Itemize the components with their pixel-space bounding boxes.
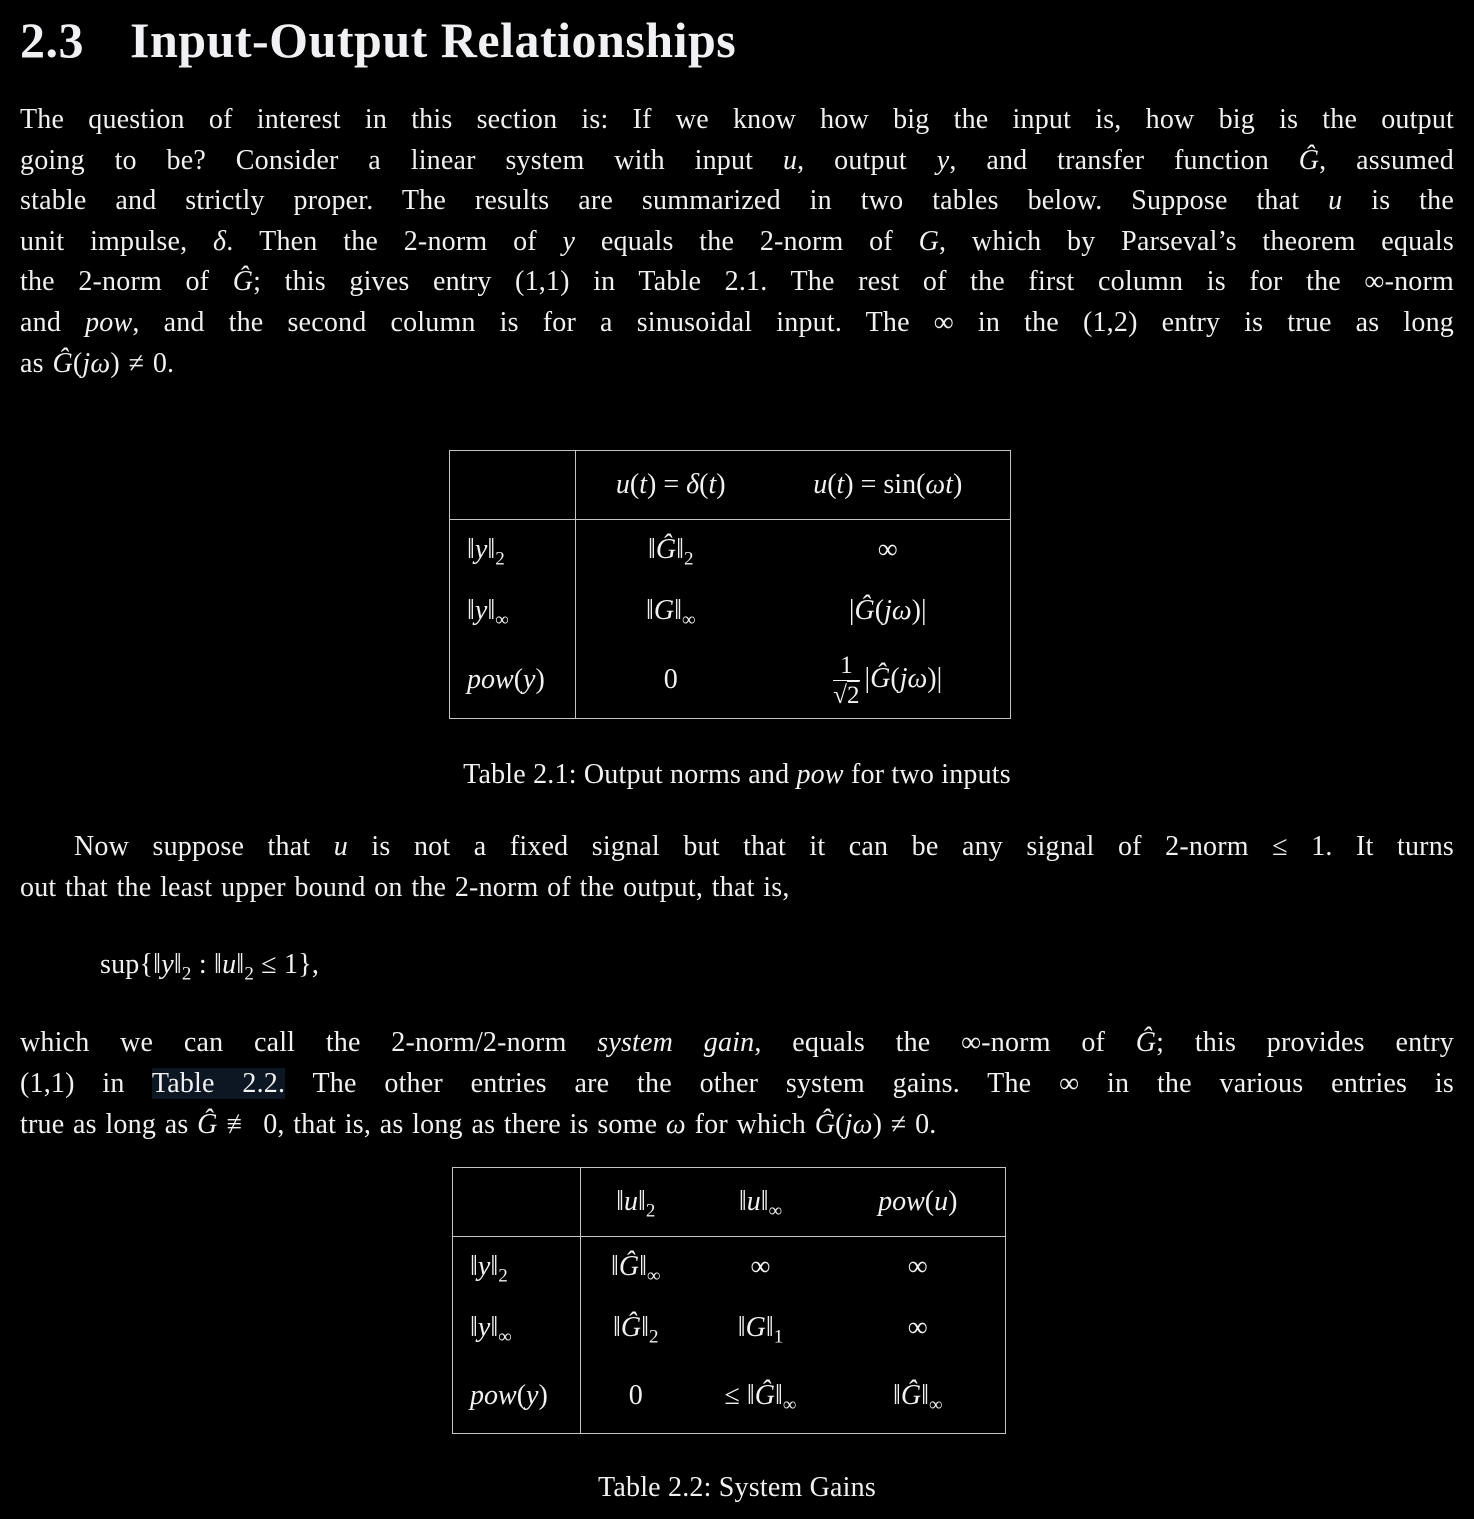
table-cell: $‖G‖_1$ — [737, 1312, 784, 1348]
row-header: pow(y) — [450, 642, 576, 719]
table-2-1 — [449, 450, 1011, 719]
row-header: $‖y‖_2$ — [450, 520, 576, 581]
table-cell: ≤ $‖Ĝ‖_\infty$ — [724, 1380, 797, 1416]
text-line: stable and strictly proper. The results are summarized in two tables below. Suppose that u is the — [20, 185, 1454, 217]
table-cell: ∞ — [907, 1251, 928, 1283]
table-cell: ∞ — [750, 1251, 771, 1283]
table-header-row — [453, 1168, 1006, 1237]
text-line: and pow, and the second column is for a sinusoidal input. The ∞ in the (1,2) entry is true as long — [20, 306, 1454, 338]
row-header: pow(y) — [453, 1359, 581, 1434]
text-line: going to be? Consider a linear system with input u, output y, and transfer function Ĝ, assumed — [20, 144, 1454, 176]
text-line: out that the least upper bound on the 2-norm of the output, that is, — [20, 871, 790, 903]
table-row — [450, 580, 1011, 642]
sup-equation: $sup\{‖y‖_2$ : $‖u‖_2 \le 1$}, — [100, 949, 320, 985]
row-header: $‖y‖_\infty$ — [453, 1297, 581, 1359]
table-row — [453, 1237, 1006, 1298]
row-header: $‖y‖_\infty$ — [450, 580, 576, 642]
table-row — [453, 1359, 1006, 1434]
table-2-2-wrapper — [452, 1167, 1454, 1434]
text-line: which we can call the 2-norm/2-norm system gain, equals the ∞-norm of Ĝ; this provides entry — [20, 1027, 1454, 1059]
table-cell: $‖Ĝ‖_\infty$ — [892, 1380, 943, 1416]
table-cell: $‖Ĝ‖_2$ — [613, 1312, 659, 1348]
table-2-1-caption: Table 2.1: Output norms and pow for two inputs — [463, 759, 1011, 791]
table-cell: $‖Ĝ‖_\infty$ — [610, 1251, 661, 1287]
section-number: 2.3 — [20, 12, 84, 68]
table-row — [450, 520, 1011, 581]
column-header: $‖u‖_2$ — [581, 1168, 691, 1237]
table-2-2-caption: Table 2.2: System Gains — [598, 1472, 876, 1504]
row-header: $‖y‖_2$ — [453, 1237, 581, 1298]
text-line: the 2-norm of Ĝ; this gives entry (1,1) in Table 2.1. The rest of the first column is for the ∞-norm — [20, 266, 1454, 298]
column-header — [450, 451, 576, 520]
table-2-2 — [452, 1167, 1006, 1434]
text-line: Now suppose that u is not a fixed signal but that it can be any signal of 2-norm ≤ 1. It turns — [74, 831, 1454, 863]
text-line: true as long as Ĝ ≢ 0, that is, as long as there is some ω for which Ĝ(jω) ≠ 0. — [20, 1108, 937, 1140]
paragraph-system-gain — [20, 1023, 1454, 1145]
table-2-1-wrapper — [449, 450, 1454, 719]
column-header: $‖u‖_\infty$ — [691, 1168, 831, 1237]
column-header: u(t) = δ(t) — [576, 451, 766, 520]
table-cell: ∞ — [907, 1312, 928, 1344]
table-cell: $\frac{1}{√2}$ |Ĝ(jω)| — [833, 651, 943, 709]
table-cell: $‖G‖_\infty$ — [645, 595, 696, 631]
text-line: unit impulse, δ. Then the 2-norm of y equals the 2-norm of G, which by Parseval’s theorem equals — [20, 225, 1454, 257]
section-heading — [20, 14, 1454, 66]
paragraph-sup-intro — [20, 827, 1454, 908]
table-row — [450, 642, 1011, 719]
table-cell: $‖Ĝ‖_2$ — [648, 534, 694, 570]
column-header: u(t) = sin(ωt) — [766, 451, 1011, 520]
table-cell: 0 — [628, 1380, 643, 1412]
table-cell: 0 — [663, 664, 678, 696]
table-header-row — [450, 451, 1011, 520]
table-2-2-link[interactable]: Table 2.2. — [151, 1067, 286, 1099]
text-line: The question of interest in this section is: If we know how big the input is, how big is the output — [20, 104, 1454, 135]
table-cell: ∞ — [877, 534, 898, 566]
text-line: as Ĝ(jω) ≠ 0. — [20, 347, 175, 379]
table-row — [453, 1297, 1006, 1359]
section-title: Input-Output Relationships — [130, 12, 737, 68]
text-line: (1,1) in Table 2.2. The other entries are the other system gains. The ∞ in the various entries is — [20, 1067, 1454, 1099]
column-header — [453, 1168, 581, 1237]
paragraph-intro — [20, 100, 1454, 384]
column-header: pow(u) — [831, 1168, 1006, 1237]
table-cell: |Ĝ(jω)| — [848, 595, 927, 627]
